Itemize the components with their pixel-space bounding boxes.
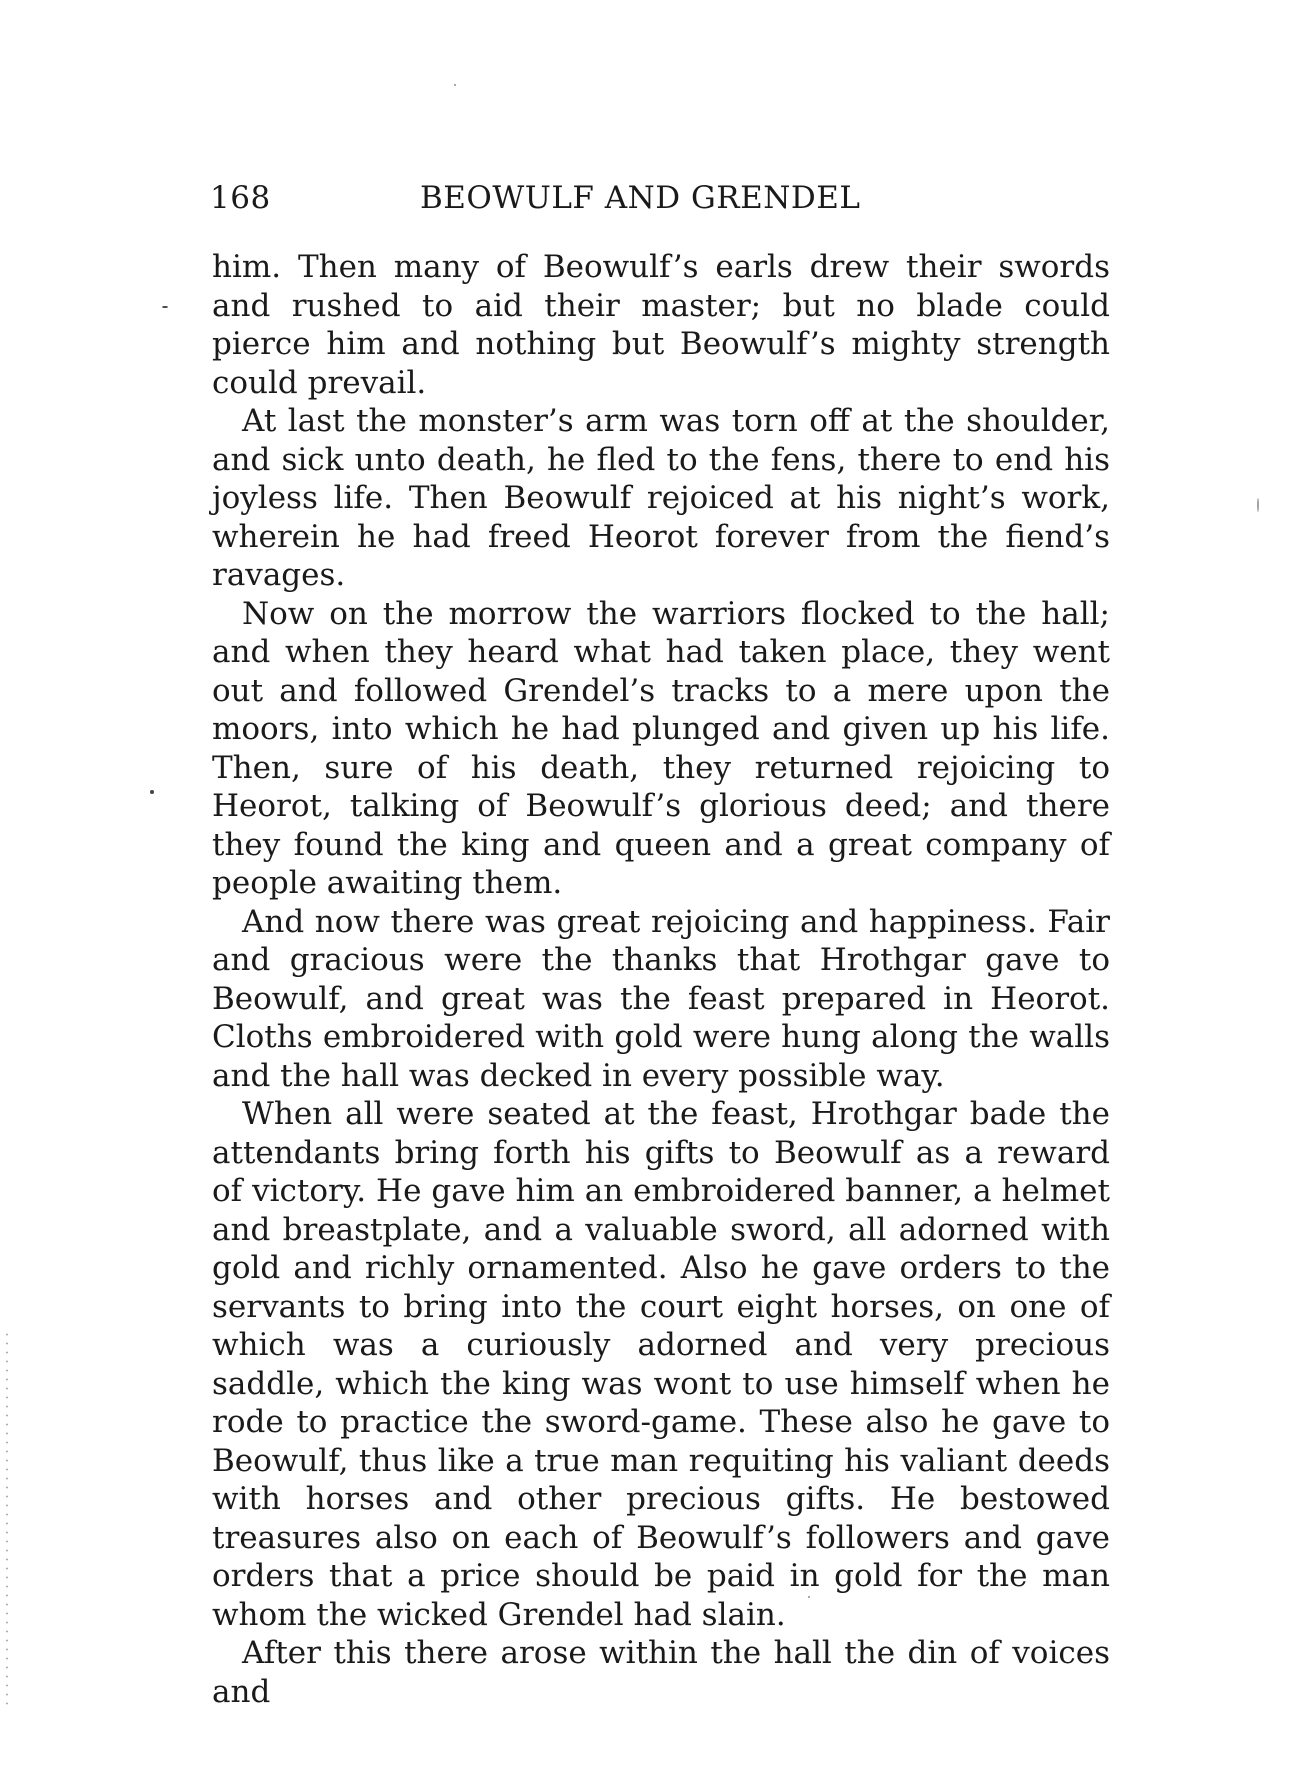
- paragraph: After this there arose within the hall the din of voices and: [212, 1635, 1110, 1710]
- scan-margin-dots: [6, 1330, 8, 1710]
- scan-speck: [454, 84, 456, 86]
- body-text: [212, 248, 1110, 1711]
- running-title: BEOWULF AND GRENDEL: [420, 180, 861, 216]
- paragraph: At last the monster’s arm was torn off at the shoulder, and sick unto death, he fled to the fens, there to end his joyless life. Then Beowulf rejoiced at his night’s work, wherein he had freed Heorot forever from the fiend’s ravages.: [212, 403, 1110, 593]
- page-number: 168: [210, 180, 271, 216]
- page-header: [210, 180, 1110, 224]
- scan-speck: [162, 306, 168, 308]
- paragraph: And now there was great rejoicing and happiness. Fair and gracious were the thanks that Hrothgar gave to Beowulf, and great was the feast prepared in Heorot. Cloths embroidered with gold were hung along the walls and the hall was decked in every possible way.: [212, 903, 1110, 1094]
- paragraph: When all were seated at the feast, Hrothgar bade the attendants bring forth his gifts to Beowulf as a reward of victory. He gave him an embroidered banner, a helmet and breastplate, and a valuable sword, all adorned with gold and richly ornamented. Also he gave orders to the servants to bring into the court eight horses, on one of which was a curiously adorned and very precious saddle, which the king was wont to use himself when he rode to practice the sword-game. These also he gave to Beowulf, thus like a true man requiting his valiant deeds with horses and other precious gifts. He bestowed treasures also on each of Beowulf’s followers and gave orders that a price should be paid in gold for the man whom the wicked Grendel had slain.: [212, 1096, 1110, 1633]
- paragraph: Now on the morrow the warriors flocked to the hall; and when they heard what had taken place, they went out and followed Grendel’s tracks to a mere upon the moors, into which he had plunged and given up his life. Then, sure of his death, they returned rejoicing to Heorot, talking of Beowulf’s glorious deed; and there they found the king and queen and a great company of people awaiting them.: [212, 595, 1110, 901]
- scan-speck: [808, 1596, 810, 1598]
- paragraph: him. Then many of Beowulf’s earls drew their swords and rushed to aid their master; but no blade could pierce him and nothing but Beowulf’s mighty strength could prevail.: [212, 249, 1110, 401]
- scan-speck: [1257, 498, 1259, 512]
- scan-speck: [150, 790, 154, 794]
